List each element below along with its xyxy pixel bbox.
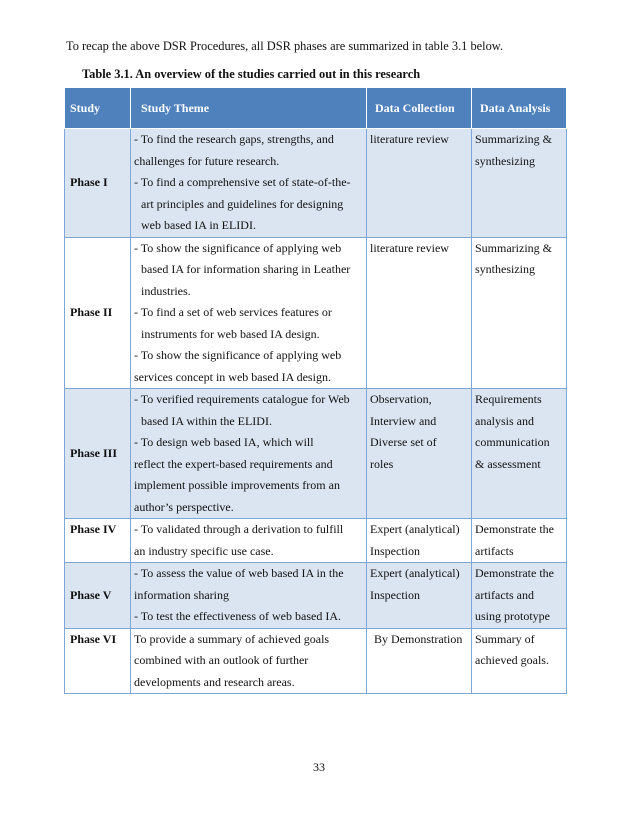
phase-cell: Phase III <box>65 389 131 519</box>
collection-line: Observation, <box>370 392 432 406</box>
theme-line: based IA within the ELIDI. <box>141 413 272 428</box>
phase-cell: Phase VI <box>65 628 131 694</box>
theme-line: - To find a set of web services features or <box>134 305 332 319</box>
intro-paragraph: To recap the above DSR Procedures, all DSR phases are summarized in table 3.1 below. <box>66 39 504 53</box>
theme-line: based IA for information sharing in Leather <box>141 262 351 276</box>
analysis-line: using prototype <box>475 609 550 623</box>
phase-cell: Phase II <box>65 237 131 389</box>
analysis-line: Requirements <box>475 392 542 406</box>
collection-line: Interview and <box>370 413 437 428</box>
theme-line: information sharing <box>134 587 229 602</box>
collection-line: literature review <box>370 132 449 146</box>
collection-cell <box>367 129 472 238</box>
theme-line: - To test the effectiveness of web based IA. <box>134 609 341 623</box>
table-caption: Table 3.1. An overview of the studies carried out in this research <box>82 67 421 81</box>
analysis-line: artifacts <box>475 543 514 558</box>
dsr-phases-table <box>64 87 567 694</box>
analysis-line: Demonstrate the <box>475 566 554 580</box>
table-row <box>65 237 567 389</box>
theme-cell <box>131 519 367 563</box>
analysis-line: Summarizing & <box>475 132 552 146</box>
theme-cell <box>131 563 367 629</box>
analysis-line: analysis and <box>475 413 534 428</box>
analysis-line: artifacts and <box>475 587 534 602</box>
header-study-theme: Study Theme <box>131 88 367 129</box>
theme-line: reflect the expert-based requirements and <box>134 456 333 471</box>
theme-line: - To find the research gaps, strengths, and <box>134 132 334 146</box>
theme-cell <box>131 237 367 389</box>
analysis-cell <box>472 389 567 519</box>
table-row <box>65 129 567 238</box>
theme-cell <box>131 129 367 238</box>
analysis-line: Summarizing & <box>475 240 552 255</box>
theme-line: To provide a summary of achieved goals <box>134 631 330 646</box>
analysis-line: synthesizing <box>475 262 535 276</box>
theme-line: implement possible improvements from an <box>134 478 340 492</box>
theme-line: industries. <box>141 283 191 298</box>
collection-cell <box>367 389 472 519</box>
analysis-cell <box>472 237 567 389</box>
analysis-cell <box>472 563 567 629</box>
theme-line: - To validated through a derivation to fulfill <box>134 522 344 536</box>
theme-line: services concept in web based IA design. <box>134 369 331 384</box>
collection-line: Inspection <box>370 543 420 558</box>
theme-line: - To show the significance of applying web <box>134 240 342 255</box>
table-row <box>65 389 567 519</box>
theme-line: an industry specific use case. <box>134 543 274 558</box>
table-row <box>65 628 567 694</box>
theme-line: - To assess the value of web based IA in the <box>134 566 344 580</box>
collection-line: Diverse set of <box>370 435 437 449</box>
collection-line: By Demonstration <box>374 631 463 646</box>
phase-cell: Phase IV <box>65 519 131 563</box>
theme-line: - To verified requirements catalogue for Web <box>134 392 350 406</box>
analysis-line: & assessment <box>475 456 541 471</box>
collection-cell <box>367 563 472 629</box>
theme-line: - To design web based IA, which will <box>134 435 314 449</box>
theme-line: challenges for future research. <box>134 153 280 168</box>
header-data-collection: Data Collection <box>367 88 472 129</box>
analysis-line: communication <box>475 435 550 449</box>
theme-line: author’s perspective. <box>134 499 234 514</box>
theme-cell <box>131 628 367 694</box>
theme-line: instruments for web based IA design. <box>141 326 320 341</box>
collection-cell <box>367 519 472 563</box>
collection-cell <box>367 628 472 694</box>
collection-line: Inspection <box>370 587 420 602</box>
collection-line: literature review <box>370 240 449 255</box>
header-data-analysis: Data Analysis <box>472 88 567 129</box>
analysis-line: Demonstrate the <box>475 522 554 536</box>
table-row <box>65 519 567 563</box>
theme-line: developments and research areas. <box>134 674 295 689</box>
theme-line: - To show the significance of applying web <box>134 348 342 362</box>
phase-cell: Phase I <box>65 129 131 238</box>
table-header-row <box>65 88 567 129</box>
theme-line: - To find a comprehensive set of state-of-the- <box>134 175 351 189</box>
page-number: 33 <box>313 760 325 774</box>
analysis-line: achieved goals. <box>475 653 549 667</box>
header-study: Study <box>65 88 131 129</box>
analysis-cell <box>472 129 567 238</box>
theme-cell <box>131 389 367 519</box>
theme-line: art principles and guidelines for designing <box>141 196 344 211</box>
collection-line: Expert (analytical) <box>370 566 460 580</box>
theme-line: web based IA in ELIDI. <box>141 218 256 232</box>
phase-cell: Phase V <box>65 563 131 629</box>
analysis-line: synthesizing <box>475 153 535 168</box>
analysis-line: Summary of <box>475 631 535 646</box>
table-row <box>65 563 567 629</box>
analysis-cell <box>472 519 567 563</box>
theme-line: combined with an outlook of further <box>134 653 309 667</box>
analysis-cell <box>472 628 567 694</box>
collection-line: Expert (analytical) <box>370 522 460 536</box>
collection-line: roles <box>370 456 394 471</box>
collection-cell <box>367 237 472 389</box>
